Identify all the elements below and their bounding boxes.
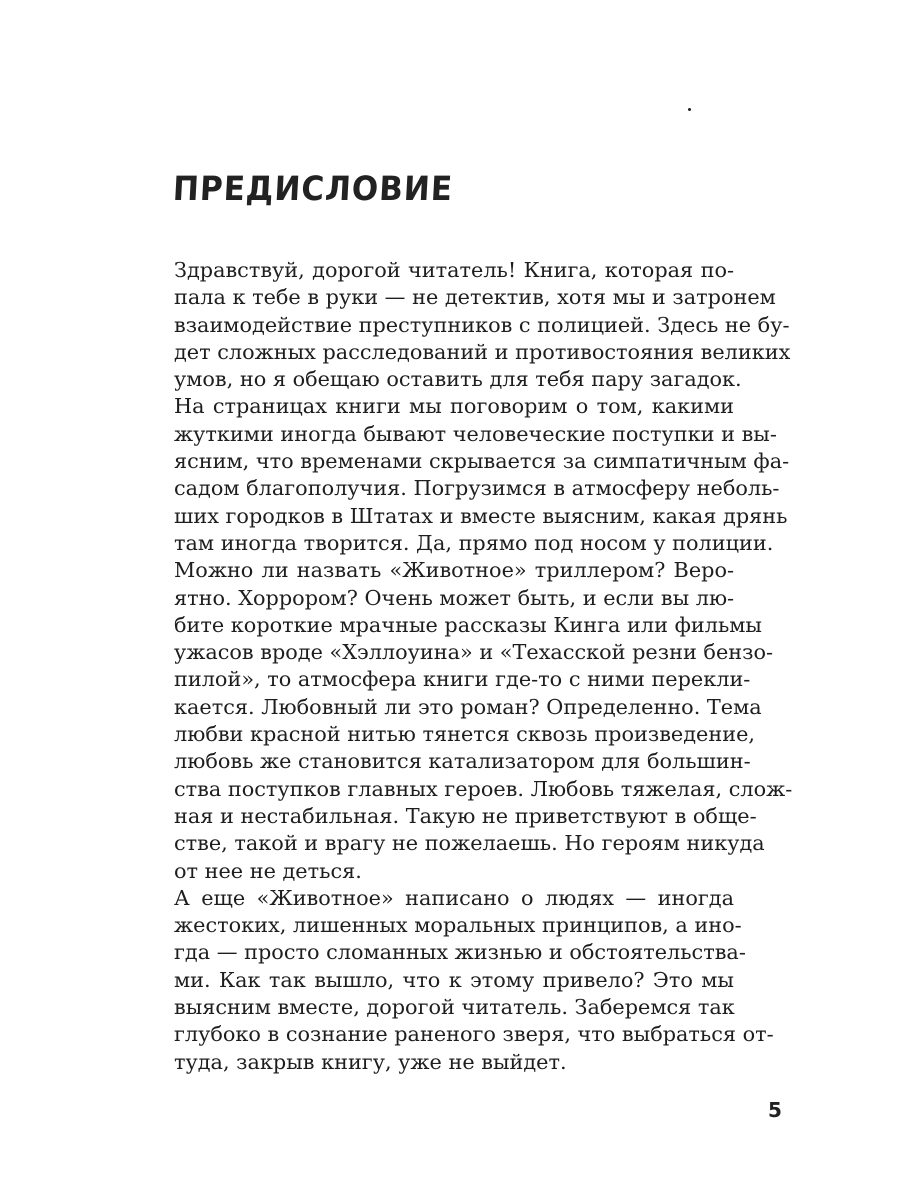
text-line: любви красной нитью тянется сквозь произведение,	[174, 722, 755, 747]
text-line: стве, такой и врагу не пожелаешь. Но героям никуда	[174, 831, 765, 856]
text-line: Здравствуй, дорогой читатель! Книга, которая по-	[174, 258, 734, 282]
text-line: кается. Любовный ли это роман? Определенно. Тема	[174, 694, 762, 719]
text-line: А еще «Животное» написано о людях — иногда	[174, 885, 734, 910]
page-title: ПРЕДИСЛОВИЕ	[171, 170, 454, 209]
text-line: садом благополучия. Погрузимся в атмосферу неболь-	[174, 476, 780, 501]
decorative-dot	[688, 108, 691, 111]
text-line: туда, закрыв книгу, уже не выйдет.	[174, 1049, 567, 1074]
text-line: Можно ли назвать «Животное» триллером? Веро-	[174, 558, 734, 583]
text-line: глубоко в сознание раненого зверя, что выбраться от-	[174, 1022, 774, 1047]
text-line: ужасов вроде «Хэллоуина» и «Техасской резни бензо-	[174, 640, 773, 665]
text-line: жестоких, лишенных моральных принципов, а ино-	[174, 913, 742, 938]
text-line: умов, но я обещаю оставить для тебя пару загадок.	[174, 367, 742, 392]
text-line: любовь же становится катализатором для большин-	[174, 749, 751, 774]
page-number: 5	[768, 1098, 782, 1122]
body-text	[174, 257, 793, 1076]
text-line: ших городков в Штатах и вместе выясним, какая дрянь	[174, 503, 788, 528]
text-line: пилой», то атмосфера книги где-то с ними перекли-	[174, 667, 751, 692]
text-line: ясним, что временами скрывается за симпатичным фа-	[174, 449, 790, 474]
text-line: бите короткие мрачные рассказы Кинга или фильмы	[174, 612, 762, 637]
text-line: там иногда творится. Да, прямо под носом у полиции.	[174, 530, 774, 555]
text-line: ная и нестабильная. Такую не приветствуют в обще-	[174, 803, 757, 828]
text-line: взаимодействие преступников с полицией. Здесь не бу-	[174, 312, 790, 337]
text-line: ства поступков главных героев. Любовь тяжелая, слож-	[174, 776, 793, 801]
text-line: дет сложных расследований и противостояния великих	[174, 339, 791, 364]
text-line: ми. Как так вышло, что к этому привело? Это мы	[174, 967, 734, 992]
text-line: жуткими иногда бывают человеческие поступки и вы-	[174, 421, 777, 446]
text-line: от нее не деться.	[174, 858, 362, 883]
text-line: выясним вместе, дорогой читатель. Заберемся так	[174, 995, 735, 1020]
text-line: На страницах книги мы поговорим о том, какими	[174, 394, 734, 419]
text-line: ятно. Хоррором? Очень может быть, и если вы лю-	[174, 585, 735, 610]
text-line: гда — просто сломанных жизнью и обстоятельства-	[174, 940, 746, 965]
text-line: пала к тебе в руки — не детектив, хотя мы и затронем	[174, 285, 776, 310]
